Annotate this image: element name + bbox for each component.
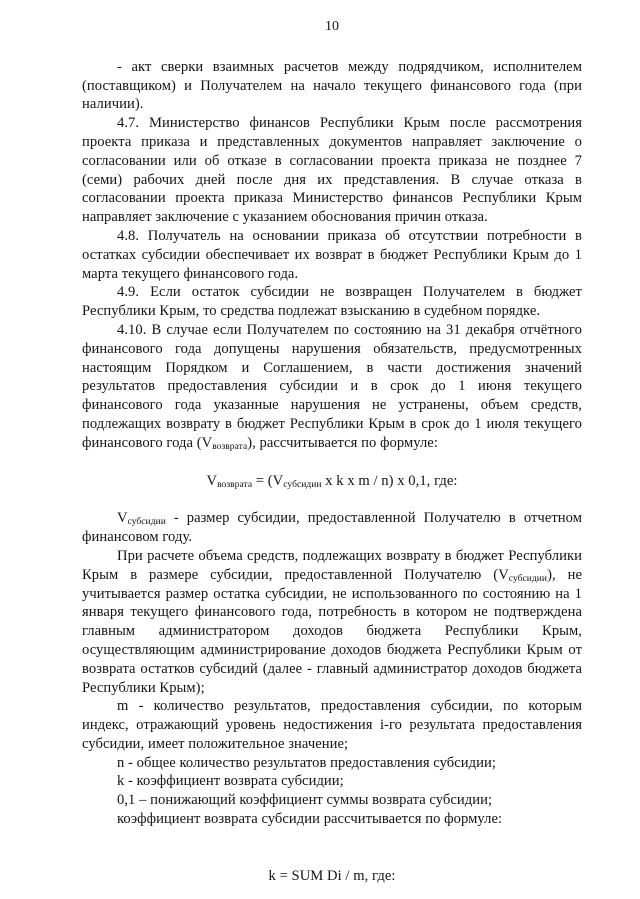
definition-m: m - количество результатов, предоставления субсидии, по которым индекс, отражающий уровень недостижения i-го результата предоставления субсидии, имеет положительное значение; [82,698,582,752]
paragraph-4-10-text: 4.10. В случае если Получателем по состоянию на 31 декабря отчётного финансового года допущены нарушения обязательств, предусмотренных настоящим Порядком и Соглашением, в части достижения значений результатов предоставления субсидии и в срок до 1 июня текущего финансового года указанные нарушения не устранены, объем средств, подлежащих возврату в бюджет Республики Крым в срок до 1 июля текущего финансового года (V [82,321,582,451]
v-return-subscript: возврата [212,441,248,452]
formula-v-return: $V_{возврата} = (V_{субсидии}$ х k х m / n) х 0,1, где: [206,472,458,490]
paragraph-4-7: 4.7. Министерство финансов Республики Крым после рассмотрения проекта приказа и представленных документов направляет заключение о согласовании или об отказе в согласовании проекта приказа не позднее 7 (семи) рабочих дней после дня их представления. В случае отказа в согласовании проекта приказа Министерство финансов Республики Крым направляет заключение с указанием обоснования причин отказа. [82,115,582,226]
page-number: 10 [324,19,340,34]
formula-k: k = SUM Di / m, где: [268,867,396,884]
paragraph-4-10-tail: ), рассчитывается по формуле: [247,434,438,451]
paragraph-4-8: 4.8. Получатель на основании приказа об отсутствии потребности в остатках субсидии обеспечивает их возврат в бюджет Республики Крым до 1 марта текущего финансового года. [82,227,582,282]
definition-v-subsidy: $V_{субсидии}$ - размер субсидии, предоставленной Получателю в отчетном финансовом году. [82,510,582,546]
paragraph-act-reconciliation: - акт сверки взаимных расчетов между подрядчиком, исполнителем (поставщиком) и Получателем на начало текущего финансового года (при наличии). [82,58,582,113]
paragraph-calculation-note: При расчете объема средств, подлежащих возврату в бюджет Республики Крым в размере субсидии, предоставленной Получателю $(V_{субсидии})$, не учитывается размер остатка субсидии, не использованного по состоянию на 1 января текущего финансового года, потребность в котором не подтверждена главным администратором доходов бюджета Республики Крым, осуществляющим администрирование доходов бюджета Республики Крым от возврата остатков субсидий (далее - главный администратор доходов бюджета Республики Крым); [82,547,582,696]
paragraph-4-10 [82,321,582,453]
definition-k: k - коэффициент возврата субсидии; [117,773,344,790]
definition-n: n - общее количество результатов предоставления субсидии; [117,754,496,771]
paragraph-4-9: 4.9. Если остаток субсидии не возвращен Получателем в бюджет Республики Крым, то средства подлежат взысканию в судебном порядке. [82,284,582,320]
paragraph-k-formula-intro: коэффициент возврата субсидии рассчитывается по формуле: [117,811,503,828]
definition-coefficient-0-1: 0,1 – понижающий коэффициент суммы возврата субсидии; [117,792,493,809]
